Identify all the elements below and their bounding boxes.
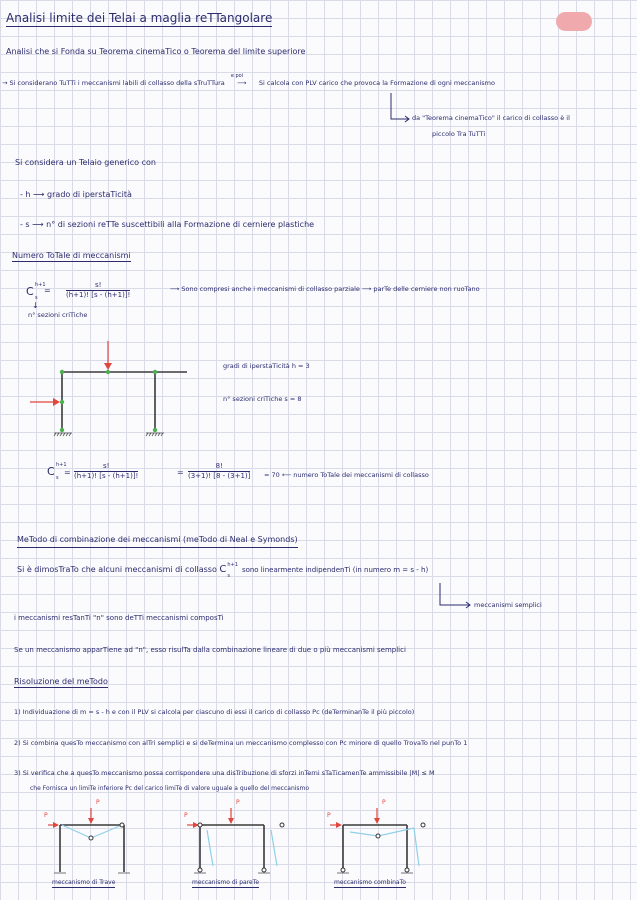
load-label-p3b: P xyxy=(327,812,331,819)
total-mechanisms-heading: Numero ToTale di meccanismi xyxy=(12,251,131,260)
collapse-left-text: → Si considerano TuTTi i meccanismi labili di collasso della sTruTTura xyxy=(2,79,225,87)
load-label-p1: P xyxy=(96,799,100,806)
collapse-right-text: Si calcola con PLV carico che provoca la Formazione di ogni meccanismo xyxy=(258,79,495,87)
mechanism-combined-figure xyxy=(330,808,425,873)
dimostrato-end-text: sono linearmente indipendenTi (in numero m = s - h) xyxy=(241,566,429,574)
page-title: Analisi limite dei Telai a maglia reTTangolare xyxy=(6,11,273,25)
load-label-p1b: P xyxy=(44,812,48,819)
equals-sign-3: = xyxy=(177,468,184,477)
critical-sections-count: n° sezioni criTiche s = 8 xyxy=(223,395,302,403)
simple-mechanisms-label: meccanismi semplici xyxy=(474,601,542,609)
formula1-numerator: s! xyxy=(66,281,130,291)
load-label-p2: P xyxy=(236,799,240,806)
comb-sup: h+1 xyxy=(35,282,46,288)
s-definition: - s ⟶ n° di sezioni reTTe suscettibili alla Formazione di cerniere plastiche xyxy=(20,220,315,229)
linear-combination-line: Se un meccanismo apparTiene ad "n", esso risulTa dalla combinazione lineare di due o più meccanismi semplici xyxy=(14,646,406,654)
composite-mechanisms-line: i meccanismi resTanTi "n" sono deTTi meccanismi composTi xyxy=(14,614,224,622)
then-arrow: e poi ⟶ xyxy=(230,73,247,87)
comb-sup-3: h+1 xyxy=(227,562,238,568)
h-definition: - h ⟶ grado di iperstaTicità xyxy=(20,190,132,199)
load-label-p2b: P xyxy=(184,812,188,819)
comb-sub-3: s xyxy=(227,573,230,579)
load-label-p3: P xyxy=(382,799,386,806)
formula2-den2: (3+1)! [8 - (3+1)] xyxy=(188,472,251,480)
resolution-heading: Risoluzione del meTodo xyxy=(14,677,108,686)
comb-sup-2: h+1 xyxy=(56,462,67,468)
formula1-denominator: (h+1)! [s - (h+1)]! xyxy=(66,291,131,299)
down-arrow-icon: ↓ xyxy=(32,301,39,310)
combined-mechanism-label: meccanismo combinaTo xyxy=(334,879,406,886)
then-label: e poi xyxy=(230,73,244,79)
comb-sub-2: s xyxy=(56,475,59,481)
formula2-num1: s! xyxy=(74,462,138,472)
step-2: 2) Si combina quesTo meccanismo con alTri semplici e si deTermina un meccanismo complesso con Pc minore di quello TrovaTo nel punTo 1 xyxy=(14,739,468,747)
comb-base-3: C xyxy=(219,564,227,575)
total-mechanisms-result: = 70 ⟵ numero ToTale dei meccanismi di collasso xyxy=(264,471,429,479)
mechanism-beam-figure xyxy=(48,808,130,873)
formula2-num2: 8! xyxy=(188,462,250,472)
generic-frame-line: Si considera un Telaio generico con xyxy=(15,158,156,167)
equals-sign: = xyxy=(44,286,51,295)
equals-sign-2: = xyxy=(64,468,71,477)
kinematic-note-line1: da "Teorema cinemaTico" il carico di collasso è il xyxy=(412,114,570,122)
critical-sections-label: n° sezioni criTiche xyxy=(28,311,88,319)
intro-line: Analisi che si Fonda su Teorema cinemaTico o Teorema del limite superiore xyxy=(6,47,306,56)
formula2-den1: (h+1)! [s - (h+1)]! xyxy=(74,472,139,480)
sway-mechanism-label: meccanismo di pareTe xyxy=(192,879,260,886)
kinematic-note-line2: piccolo Tra TuTTi xyxy=(432,130,486,138)
mechanism-sway-figure xyxy=(187,808,284,873)
step-1: 1) Individuazione di m = s - h e con il PLV si calcola per ciascuno di essi il carico di collasso Pc (deTerminanTe il più piccolo) xyxy=(14,708,415,716)
dimostrato-text: Si è dimosTraTo che alcuni meccanismi di collasso xyxy=(17,565,217,574)
comb-sub: s xyxy=(35,295,38,301)
step-3a: 3) Si verifica che a quesTo meccanismo possa corrispondere una disTribuzione di sforzi inTerni sTaTicamenTe ammissibile |M| ≤ M xyxy=(14,769,435,777)
partial-mechanisms-note: ⟶ Sono compresi anche i meccanismi di collasso parziale ⟶ parTe delle cerniere non ruoTano xyxy=(170,285,480,293)
method-heading: MeTodo di combinazione dei meccanismi (meTodo di Neal e Symonds) xyxy=(17,534,298,548)
hyperstatic-degree: gradi di iperstaTicità h = 3 xyxy=(223,362,310,370)
step-3b: che Fornisca un limiTe inferiore Pc del carico limiTe di valore uguale a quello del meccanismo xyxy=(30,785,310,792)
beam-mechanism-label: meccanismo di Trave xyxy=(52,879,116,886)
comb-base-2: C xyxy=(47,465,55,478)
comb-base: C xyxy=(26,285,34,298)
